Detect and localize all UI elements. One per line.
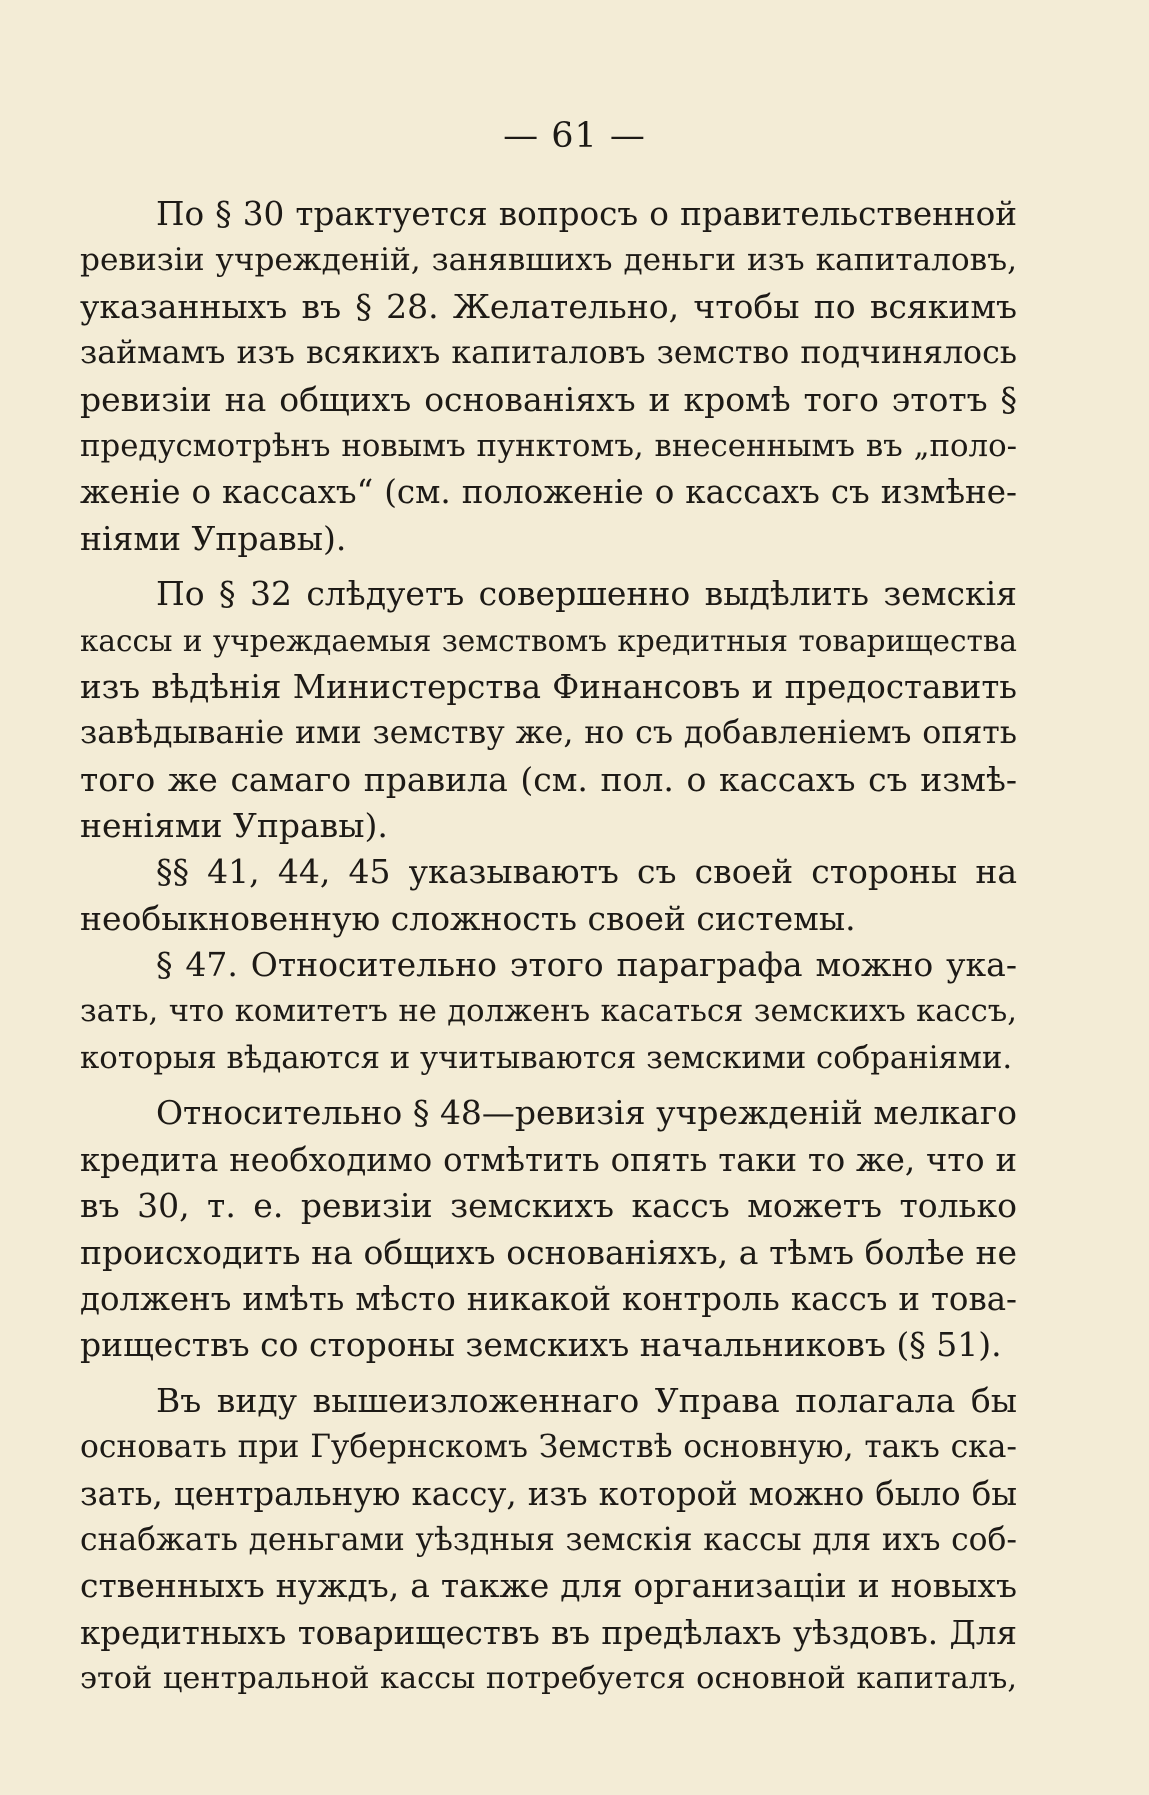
text-line: ревизіи на общихъ основаніяхъ и кромѣ того этотъ § xyxy=(80,379,1017,419)
text-line: займамъ изъ всякихъ капиталовъ земство подчинялось xyxy=(80,335,1017,372)
paragraph-section-32 xyxy=(80,571,1017,849)
text-line: зать, центральную кассу, изъ которой можно было бы xyxy=(80,1474,1017,1513)
paragraph-section-30 xyxy=(80,191,1017,562)
paragraph-section-47 xyxy=(80,942,1017,1081)
text-line: зать, что комитетъ не долженъ касаться земскихъ кассъ, xyxy=(80,993,1017,1029)
text-line: риществъ со стороны земскихъ начальниковъ (§ 51). xyxy=(80,1325,1002,1365)
text-line: Относительно § 48—ревизія учрежденій мелкаго xyxy=(156,1093,1017,1133)
text-line: кредита необходимо отмѣтить опять таки то же, что и xyxy=(80,1140,1017,1179)
text-line: этой центральной кассы потребуется основной капиталъ, xyxy=(80,1661,1017,1697)
text-line: предусмотрѣнъ новымъ пунктомъ, внесеннымъ въ „поло- xyxy=(80,427,1017,464)
text-line: ніями Управы). xyxy=(80,518,347,558)
text-line: того же самаго правила (см. пол. о кассахъ съ измѣ- xyxy=(80,759,1017,799)
page-number: — 61 — xyxy=(503,116,646,156)
text-line: неніями Управы). xyxy=(80,806,388,846)
paragraph-gap xyxy=(80,1081,1017,1090)
text-line: изъ вѣдѣнія Министерства Финансовъ и предоставить xyxy=(80,667,1017,706)
text-line: необыкновенную сложность своей системы. xyxy=(80,898,856,938)
paragraph-gap xyxy=(80,562,1017,571)
text-line: ственныхъ нуждъ, а также для организаціи и новыхъ xyxy=(80,1566,1017,1606)
paragraph-central-bank-proposal xyxy=(80,1378,1017,1703)
text-line: Въ виду вышеизложеннаго Управа полагала бы xyxy=(156,1380,1017,1420)
text-line: завѣдываніе ими земству же, но съ добавленіемъ опять xyxy=(80,715,1017,752)
paragraph-sections-41-44-45 xyxy=(80,849,1017,942)
text-line: происходить на общихъ основаніяхъ, а тѣмъ болѣе не xyxy=(80,1232,1017,1272)
text-line: кассы и учреждаемыя земствомъ кредитныя товарищества xyxy=(80,623,1017,658)
paragraph-gap xyxy=(80,1369,1017,1378)
text-line: указанныхъ въ § 28. Желательно, чтобы по всякимъ xyxy=(80,286,1017,326)
text-line: §§ 41, 44, 45 указываютъ съ своей стороны на xyxy=(156,852,1017,892)
text-line: женіе о кассахъ“ (см. положеніе о кассахъ съ измѣне- xyxy=(80,473,1017,512)
text-line: ревизіи учрежденій, занявшихъ деньги изъ капиталовъ, xyxy=(80,242,1017,279)
text-line: По § 32 слѣдуетъ совершенно выдѣлить земскія xyxy=(156,574,1017,614)
page-body-text xyxy=(80,191,1017,1703)
text-line: § 47. Относительно этого параграфа можно ука- xyxy=(156,945,1017,985)
text-line: долженъ имѣть мѣсто никакой контроль кассъ и това- xyxy=(80,1279,1017,1318)
text-line: основать при Губернскомъ Земствѣ основную, такъ ска- xyxy=(80,1429,1017,1466)
text-line: кредитныхъ товариществъ въ предѣлахъ уѣздовъ. Для xyxy=(80,1613,1017,1652)
text-line: въ 30, т. е. ревизіи земскихъ кассъ можетъ только xyxy=(80,1186,1017,1226)
paragraph-section-48 xyxy=(80,1090,1017,1368)
text-line: которыя вѣдаются и учитываются земскими собраніями. xyxy=(80,1040,1013,1077)
text-line: снабжать деньгами уѣздныя земскія кассы для ихъ соб- xyxy=(80,1521,1017,1558)
text-line: По § 30 трактуется вопросъ о правительственной xyxy=(156,195,1017,233)
